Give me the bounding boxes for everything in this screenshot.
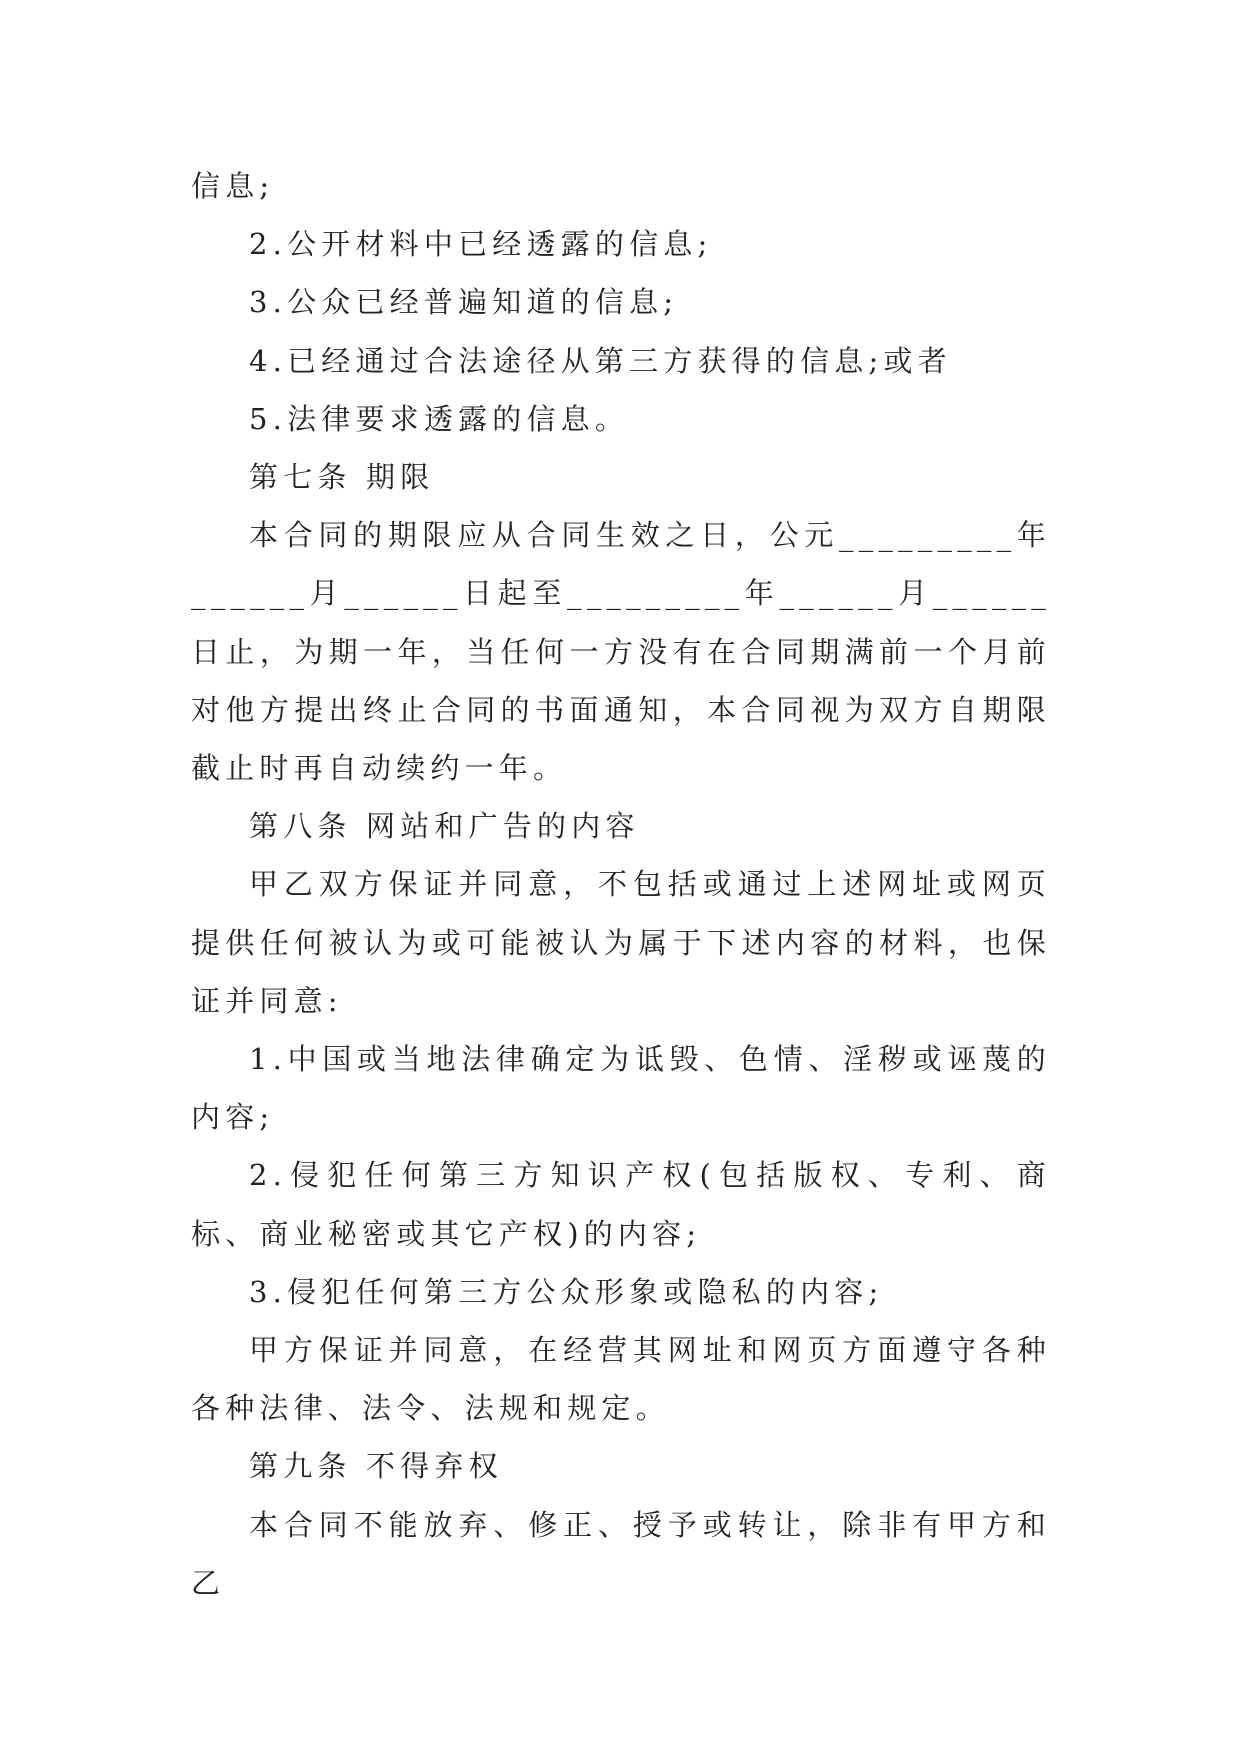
- article-heading: 第七条 期限: [249, 460, 435, 495]
- article-heading: 第九条 不得弃权: [249, 1449, 503, 1484]
- list-item: 3.侵犯任何第三方公众形象或隐私的内容;: [249, 1274, 884, 1309]
- list-item: 2.侵犯任何第三方知识产权(包括版权、专利、商标、商业秘密或其它产权)的内容;: [191, 1158, 1051, 1251]
- list-item: 4.已经通过合法途径从第三方获得的信息;或者: [249, 343, 952, 378]
- paragraph: 甲乙双方保证并同意，不包括或通过上述网址或网页提供任何被认为或可能被认为属于下述内容的材料，也保证并同意:: [191, 867, 1051, 1018]
- paragraph: 本合同不能放弃、修正、授予或转让，除非有甲方和乙: [191, 1507, 1051, 1600]
- document-body: [191, 157, 1051, 1612]
- list-item: 2.公开材料中已经透露的信息;: [249, 227, 713, 262]
- paragraph: 信息;: [191, 169, 275, 203]
- list-item: 1.中国或当地法律确定为诋毁、色情、淫秽或诬蔑的内容;: [191, 1042, 1051, 1135]
- article-heading: 第八条 网站和广告的内容: [249, 809, 640, 844]
- paragraph: 甲方保证并同意，在经营其网址和网页方面遵守各种各种法律、法令、法规和规定。: [191, 1333, 1051, 1426]
- paragraph: 本合同的期限应从合同生效之日，公元_________年______月______日起至_________年______月______日止，为期一年，当任何一方没有在合同期满前一个月前对他方提出终止合同的书面通知，本合同视为双方自期限截止时再自动续约一年。: [191, 518, 1051, 786]
- list-item: 5.法律要求透露的信息。: [249, 401, 630, 436]
- list-item: 3.公众已经普遍知道的信息;: [249, 285, 679, 320]
